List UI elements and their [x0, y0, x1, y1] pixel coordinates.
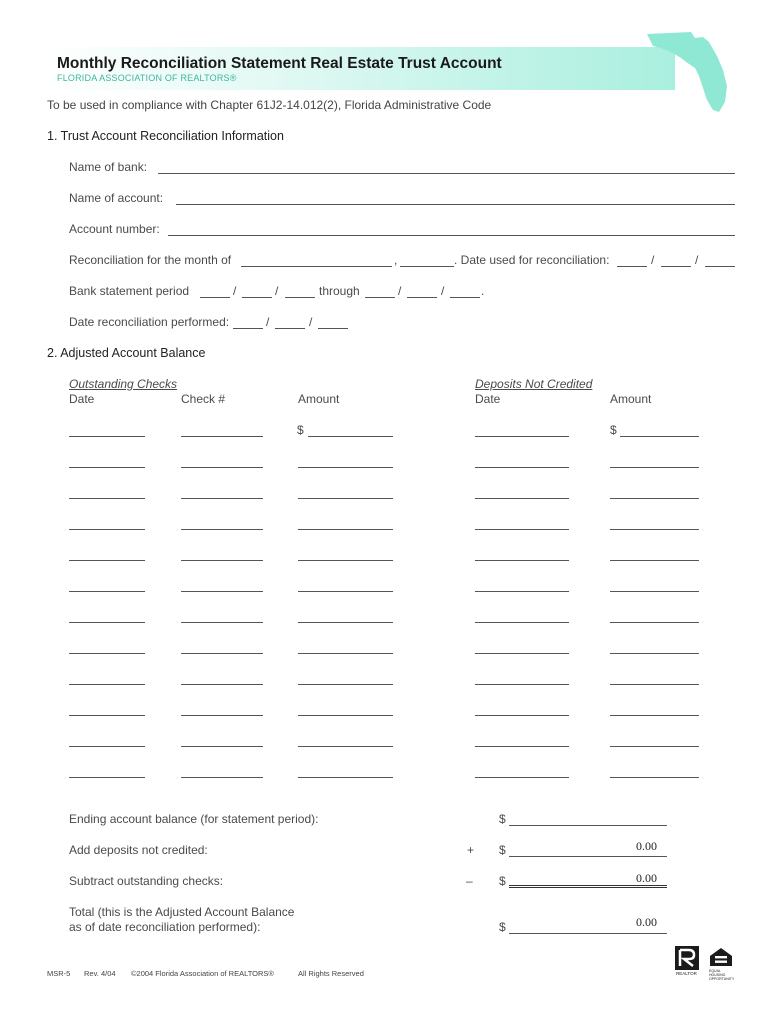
account-number-field[interactable]	[168, 235, 735, 236]
deposit-date-field[interactable]	[475, 715, 569, 716]
check-amount-field[interactable]	[298, 746, 393, 747]
check-date-field[interactable]	[69, 653, 145, 654]
ending-balance-label: Ending account balance (for statement period):	[69, 812, 319, 826]
total-label-line2: as of date reconciliation performed):	[69, 920, 261, 934]
ending-balance-field[interactable]	[509, 825, 667, 826]
performed-year-field[interactable]	[318, 328, 348, 329]
period-start-year-field[interactable]	[285, 297, 315, 298]
check-number-field[interactable]	[181, 684, 263, 685]
period-end-year-field[interactable]	[450, 297, 480, 298]
performed-month-field[interactable]	[233, 328, 263, 329]
deposits-not-credited-heading: Deposits Not Credited	[475, 377, 593, 391]
realtor-logo-text: REALTOR	[676, 971, 697, 976]
check-amount-field[interactable]	[298, 653, 393, 654]
check-number-field[interactable]	[181, 591, 263, 592]
check-amount-field[interactable]	[298, 684, 393, 685]
deposit-amount-field[interactable]	[610, 560, 699, 561]
check-date-field[interactable]	[69, 591, 145, 592]
add-deposits-label: Add deposits not credited:	[69, 843, 208, 857]
add-deposits-dollar: $	[499, 843, 506, 857]
deposit-date-field[interactable]	[475, 498, 569, 499]
comma-text: ,	[394, 253, 398, 267]
check-number-field[interactable]	[181, 467, 263, 468]
total-label-line1: Total (this is the Adjusted Account Balance	[69, 905, 295, 919]
name-of-account-field[interactable]	[176, 204, 735, 205]
slash-text: /	[398, 284, 402, 298]
check-date-field[interactable]	[69, 529, 145, 530]
subtract-checks-dollar: $	[499, 874, 506, 888]
check-amount-field[interactable]	[298, 467, 393, 468]
check-number-field[interactable]	[181, 777, 263, 778]
deposit-amount-field[interactable]	[610, 684, 699, 685]
bank-statement-period-label: Bank statement period	[69, 284, 190, 298]
performed-day-field[interactable]	[275, 328, 305, 329]
deposit-amount-field[interactable]	[610, 653, 699, 654]
footer-form-id: MSR-5	[47, 969, 71, 978]
slash-text: /	[651, 253, 655, 267]
deposit-amount-field[interactable]	[610, 529, 699, 530]
deposit-amount-field[interactable]	[610, 715, 699, 716]
check-number-field[interactable]	[181, 560, 263, 561]
section1-heading: 1. Trust Account Reconciliation Information	[47, 129, 284, 143]
deposit-amount-field[interactable]	[610, 777, 699, 778]
minus-sign: –	[466, 874, 473, 888]
check-number-field[interactable]	[181, 529, 263, 530]
florida-map-icon	[645, 28, 730, 118]
check-amount-field[interactable]	[298, 777, 393, 778]
deposit-amount-field[interactable]	[610, 467, 699, 468]
period-end-day-field[interactable]	[407, 297, 437, 298]
period-start-day-field[interactable]	[242, 297, 272, 298]
page-title: Monthly Reconciliation Statement Real Estate Trust Account	[57, 55, 502, 72]
slash-text: /	[309, 315, 313, 329]
check-number-field[interactable]	[181, 436, 263, 437]
date-used-day-field[interactable]	[661, 266, 691, 267]
check-amount-field[interactable]	[298, 622, 393, 623]
col-check-header: Check #	[181, 392, 226, 406]
date-performed-label: Date reconciliation performed:	[69, 315, 230, 329]
col-date-header: Date	[69, 392, 95, 406]
check-date-field[interactable]	[69, 498, 145, 499]
deposit-amount-field[interactable]	[610, 746, 699, 747]
deposit-date-field[interactable]	[475, 436, 569, 437]
col-deposit-amount-header: Amount	[610, 392, 652, 406]
check-amount-field[interactable]	[298, 591, 393, 592]
check-number-field[interactable]	[181, 498, 263, 499]
total-dollar: $	[499, 920, 506, 934]
check-date-field[interactable]	[69, 777, 145, 778]
checks-dollar-sign: $	[297, 423, 304, 437]
check-number-field[interactable]	[181, 746, 263, 747]
account-number-label: Account number:	[69, 222, 160, 236]
check-amount-field[interactable]	[298, 560, 393, 561]
check-date-field[interactable]	[69, 684, 145, 685]
check-number-field[interactable]	[181, 653, 263, 654]
date-used-month-field[interactable]	[617, 266, 647, 267]
deposit-date-field[interactable]	[475, 560, 569, 561]
date-used-year-field[interactable]	[705, 266, 735, 267]
check-amount-field[interactable]	[308, 436, 393, 437]
recon-year-field[interactable]	[400, 266, 454, 267]
check-amount-field[interactable]	[298, 715, 393, 716]
deposit-date-field[interactable]	[475, 529, 569, 530]
intro-text: To be used in compliance with Chapter 61J2-14.012(2), Florida Administrative Code	[47, 98, 492, 112]
add-deposits-field[interactable]	[509, 856, 667, 857]
name-of-bank-label: Name of bank:	[69, 160, 148, 174]
slash-text: /	[266, 315, 270, 329]
footer-rights: All Rights Reserved	[298, 969, 364, 978]
deposit-date-field[interactable]	[475, 653, 569, 654]
footer-rev: Rev. 4/04	[84, 969, 116, 978]
slash-text: /	[441, 284, 445, 298]
col-deposit-date-header: Date	[475, 392, 501, 406]
check-date-field[interactable]	[69, 746, 145, 747]
section2-heading: 2. Adjusted Account Balance	[47, 346, 206, 360]
check-number-field[interactable]	[181, 715, 263, 716]
check-date-field[interactable]	[69, 436, 145, 437]
deposit-amount-field[interactable]	[610, 622, 699, 623]
plus-sign: +	[467, 843, 475, 857]
outstanding-checks-heading: Outstanding Checks	[69, 377, 178, 391]
deposit-date-field[interactable]	[475, 746, 569, 747]
through-label: through	[319, 284, 360, 298]
add-deposits-value: 0.00	[636, 839, 657, 853]
period-text: .	[481, 284, 485, 298]
slash-text: /	[695, 253, 699, 267]
check-date-field[interactable]	[69, 715, 145, 716]
ending-balance-dollar: $	[499, 812, 506, 826]
realtor-logo-icon	[675, 946, 699, 970]
slash-text: /	[275, 284, 279, 298]
deposit-date-field[interactable]	[475, 777, 569, 778]
deposit-amount-field[interactable]	[610, 498, 699, 499]
deposit-date-field[interactable]	[475, 467, 569, 468]
total-field[interactable]	[509, 933, 667, 934]
subtract-checks-value: 0.00	[636, 871, 657, 885]
check-date-field[interactable]	[69, 560, 145, 561]
check-date-field[interactable]	[69, 467, 145, 468]
deposit-amount-field[interactable]	[620, 436, 699, 437]
deposit-date-field[interactable]	[475, 622, 569, 623]
period-start-month-field[interactable]	[200, 297, 230, 298]
col-amount-header: Amount	[298, 392, 340, 406]
deposits-dollar-sign: $	[610, 423, 617, 437]
equal-housing-icon	[708, 947, 734, 967]
date-used-label: . Date used for reconciliation:	[454, 253, 610, 267]
equal-housing-text: EQUAL HOUSING OPPORTUNITY	[709, 969, 735, 981]
subtract-checks-label: Subtract outstanding checks:	[69, 874, 224, 888]
deposit-date-field[interactable]	[475, 591, 569, 592]
total-value: 0.00	[636, 915, 657, 929]
recon-month-label: Reconciliation for the month of	[69, 253, 232, 267]
period-end-month-field[interactable]	[365, 297, 395, 298]
check-amount-field[interactable]	[298, 529, 393, 530]
check-date-field[interactable]	[69, 622, 145, 623]
check-number-field[interactable]	[181, 622, 263, 623]
page-subtitle: FLORIDA ASSOCIATION OF REALTORS®	[57, 73, 237, 83]
deposit-date-field[interactable]	[475, 684, 569, 685]
deposit-amount-field[interactable]	[610, 591, 699, 592]
name-of-bank-field[interactable]	[158, 173, 735, 174]
slash-text: /	[233, 284, 237, 298]
recon-month-field[interactable]	[241, 266, 392, 267]
name-of-account-label: Name of account:	[69, 191, 164, 205]
footer-copyright: ©2004 Florida Association of REALTORS®	[131, 969, 274, 978]
check-amount-field[interactable]	[298, 498, 393, 499]
